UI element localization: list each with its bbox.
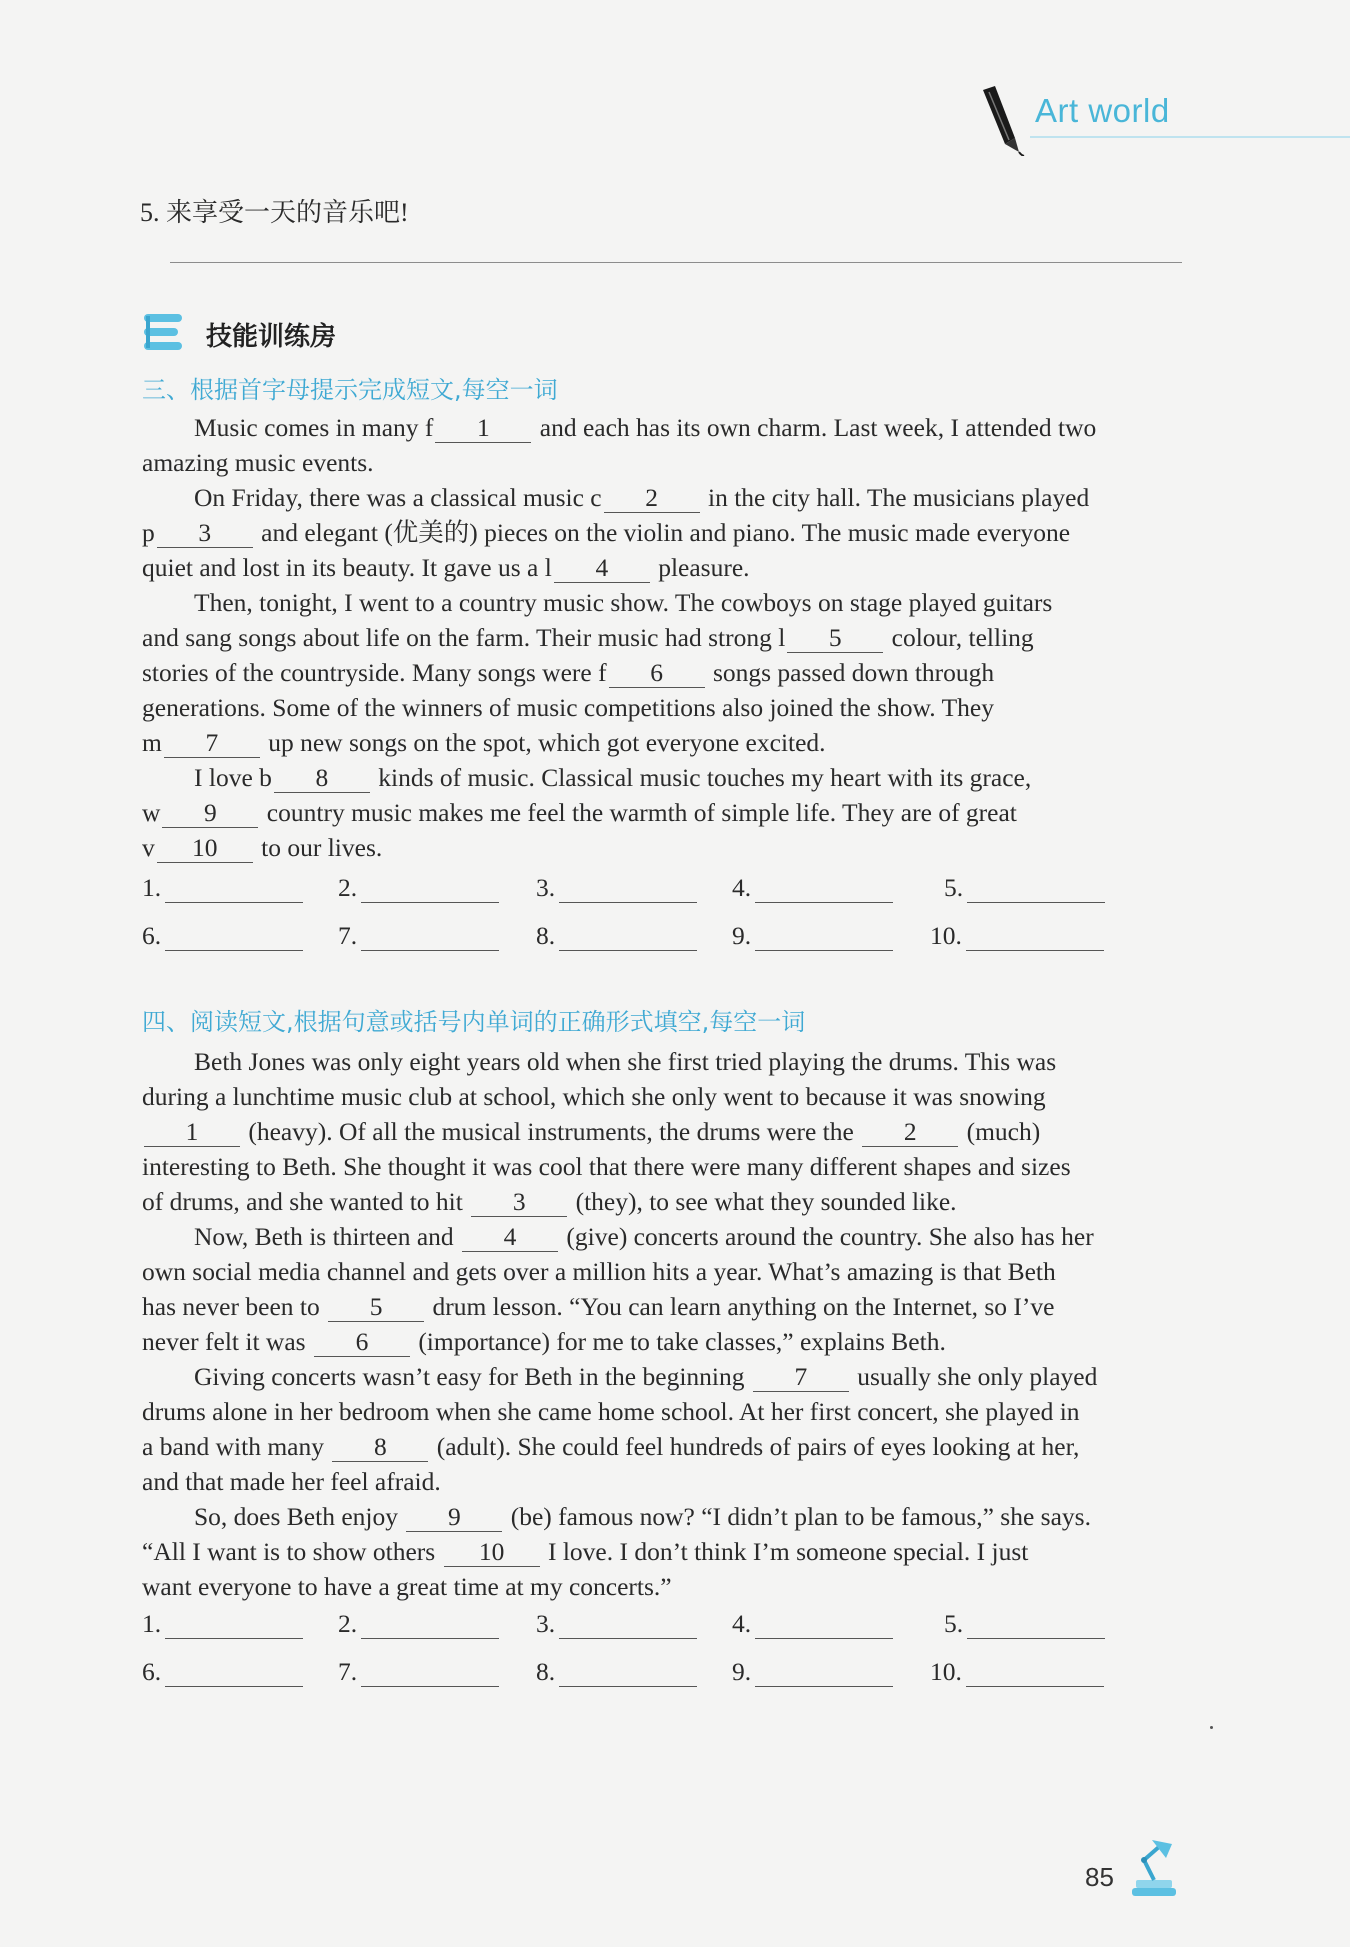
answer-blank[interactable]: 5.: [944, 1608, 1105, 1639]
passage-line: and sang songs about life on the farm. Their music had strong l 5 colour, telling: [142, 623, 1034, 652]
numbered-gap: 3: [157, 519, 253, 548]
answer-blank[interactable]: 7.: [338, 920, 499, 951]
answer-blank[interactable]: 4.: [732, 1608, 893, 1639]
answer-blank[interactable]: 10.: [930, 1656, 1104, 1687]
passage-line: Now, Beth is thirteen and 4 (give) concerts around the country. She also has her: [194, 1222, 1094, 1251]
passage-line: w 9 country music makes me feel the warmth of simple life. They are of great: [142, 798, 1017, 827]
numbered-gap: 7: [164, 729, 260, 758]
passage-line: p 3 and elegant (优美的) pieces on the violin and piano. The music made everyone: [142, 518, 1071, 547]
skill-section-title: 技能训练房: [206, 322, 337, 352]
passage-line: Music comes in many f 1 and each has its own charm. Last week, I attended two: [194, 413, 1097, 442]
numbered-gap: 6: [609, 659, 705, 688]
answer-blank[interactable]: 6.: [142, 1656, 303, 1687]
answer-blank[interactable]: 1.: [142, 1608, 303, 1639]
passage-line: quiet and lost in its beauty. It gave us a l 4 pleasure.: [142, 553, 750, 582]
passage-line: own social media channel and gets over a million hits a year. What’s amazing is that Beth: [142, 1257, 1056, 1286]
numbered-gap: 1: [435, 414, 531, 443]
numbered-gap: 9: [406, 1503, 502, 1532]
answer-blank[interactable]: 3.: [536, 872, 697, 903]
header-rule: [1030, 136, 1350, 138]
numbered-gap: 7: [753, 1363, 849, 1392]
answer-blank[interactable]: 1.: [142, 872, 303, 903]
numbered-gap: 3: [471, 1188, 567, 1217]
passage-line: never felt it was 6 (importance) for me to take classes,” explains Beth.: [142, 1327, 946, 1356]
answer-blank[interactable]: 9.: [732, 920, 893, 951]
section-stripes-icon: [144, 312, 184, 354]
passage-line: v 10 to our lives.: [142, 833, 383, 862]
numbered-gap: 2: [604, 484, 700, 513]
passage-line: generations. Some of the winners of music competitions also joined the show. They: [142, 693, 994, 722]
numbered-gap: 2: [862, 1118, 958, 1147]
numbered-gap: 1: [144, 1118, 240, 1147]
passage-line: stories of the countryside. Many songs were f 6 songs passed down through: [142, 658, 995, 687]
passage-line: amazing music events.: [142, 448, 374, 477]
answer-blank[interactable]: 5.: [944, 872, 1105, 903]
answer-blank[interactable]: 8.: [536, 1656, 697, 1687]
numbered-gap: 8: [332, 1433, 428, 1462]
passage-line: m 7 up new songs on the spot, which got everyone excited.: [142, 728, 826, 757]
answer-blank[interactable]: 6.: [142, 920, 303, 951]
numbered-gap: 5: [787, 624, 883, 653]
answer-blank[interactable]: 9.: [732, 1656, 893, 1687]
numbered-gap: 4: [554, 554, 650, 583]
passage-line: 1 (heavy). Of all the musical instruments, the drums were the 2 (much): [142, 1114, 1187, 1149]
passage-line: So, does Beth enjoy 9 (be) famous now? “I didn’t plan to be famous,” she says.: [194, 1502, 1091, 1531]
passage-line: interesting to Beth. She thought it was cool that there were many different shapes and sizes: [142, 1152, 1071, 1181]
stray-dot: [1210, 1726, 1213, 1729]
numbered-gap: 4: [462, 1223, 558, 1252]
desk-lamp-icon: [1122, 1836, 1184, 1898]
numbered-gap: 10: [157, 834, 253, 863]
numbered-gap: 6: [314, 1328, 410, 1357]
passage-line: Beth Jones was only eight years old when she first tried playing the drums. This was: [194, 1047, 1057, 1076]
passage-line: drums alone in her bedroom when she came home school. At her first concert, she played in: [142, 1397, 1080, 1426]
section-3-title: 三、根据首字母提示完成短文,每空一词: [142, 376, 558, 404]
passage-line: a band with many 8 (adult). She could feel hundreds of pairs of eyes looking at her,: [142, 1432, 1080, 1461]
section-3-passage: [142, 410, 1187, 865]
answer-blank[interactable]: 2.: [338, 872, 499, 903]
passage-line: I love b 8 kinds of music. Classical music touches my heart with its grace,: [194, 763, 1032, 792]
answer-blank[interactable]: 10.: [930, 920, 1104, 951]
numbered-gap: 9: [162, 799, 258, 828]
section-4-title: 四、阅读短文,根据句意或括号内单词的正确形式填空,每空一词: [142, 1008, 806, 1036]
passage-line: during a lunchtime music club at school, which she only went to because it was snowing: [142, 1082, 1046, 1111]
answer-blank[interactable]: 8.: [536, 920, 697, 951]
passage-line: Giving concerts wasn’t easy for Beth in the beginning 7 usually she only played: [194, 1362, 1098, 1391]
passage-line: “All I want is to show others 10 I love. I don’t think I’m someone special. I just: [142, 1537, 1029, 1566]
answer-blank[interactable]: 2.: [338, 1608, 499, 1639]
numbered-gap: 5: [328, 1293, 424, 1322]
passage-line: of drums, and she wanted to hit 3 (they), to see what they sounded like.: [142, 1187, 957, 1216]
answer-blank[interactable]: 4.: [732, 872, 893, 903]
answer-writing-line: [170, 262, 1182, 263]
passage-line: and that made her feel afraid.: [142, 1467, 441, 1496]
fountain-pen-icon: [975, 86, 1025, 156]
passage-line: On Friday, there was a classical music c 2 in the city hall. The musicians played: [194, 483, 1090, 512]
passage-line: has never been to 5 drum lesson. “You can learn anything on the Internet, so I’ve: [142, 1292, 1055, 1321]
translation-question-5: 5. 来享受一天的音乐吧!: [140, 198, 409, 227]
answer-blank[interactable]: 7.: [338, 1656, 499, 1687]
answer-blank[interactable]: 3.: [536, 1608, 697, 1639]
page-number: 85: [1085, 1862, 1114, 1892]
numbered-gap: 8: [274, 764, 370, 793]
section-4-passage: [142, 1044, 1187, 1604]
passage-line: want everyone to have a great time at my concerts.”: [142, 1572, 672, 1601]
passage-line: Then, tonight, I went to a country music show. The cowboys on stage played guitars: [194, 588, 1053, 617]
numbered-gap: 10: [444, 1538, 540, 1567]
unit-title: Art world: [1035, 92, 1170, 129]
